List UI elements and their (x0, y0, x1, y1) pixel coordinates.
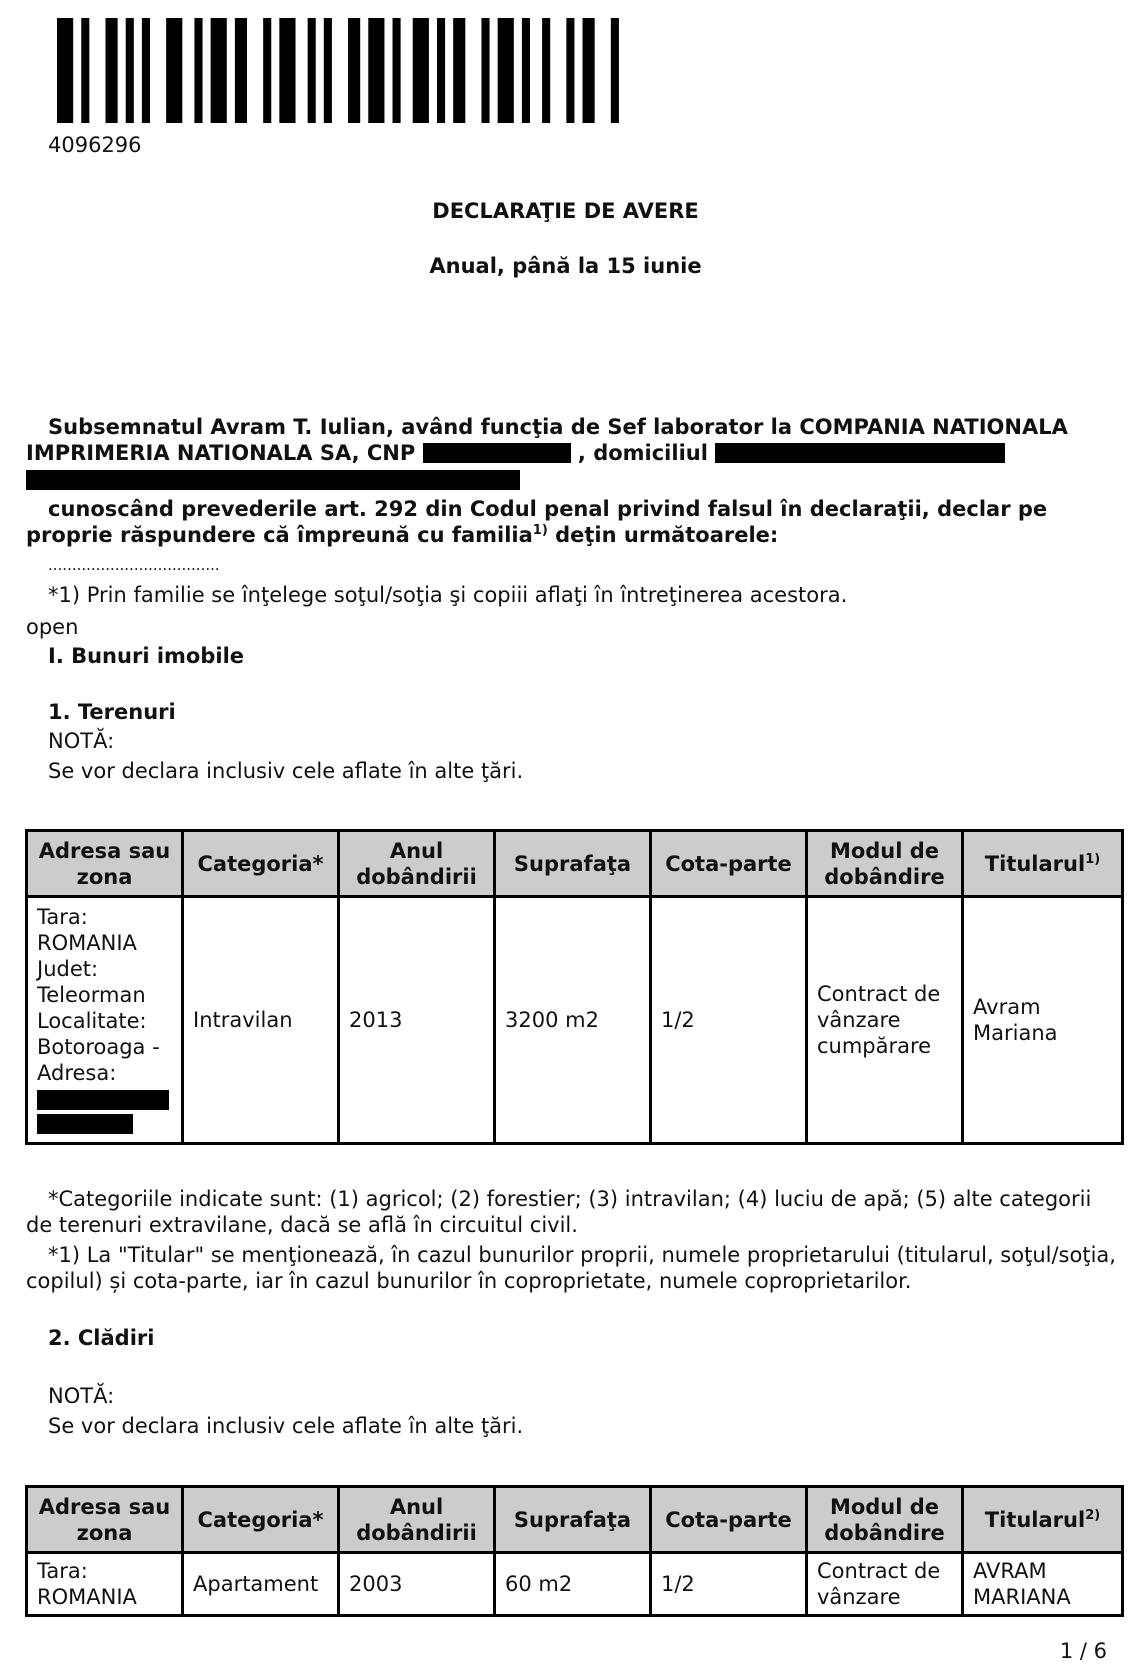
col-suprafata: Suprafaţa (495, 831, 651, 897)
terenuri-table (25, 829, 1124, 1145)
intro-dots: .................................... (48, 556, 220, 574)
document-title: DECLARAŢIE DE AVERE (432, 199, 699, 223)
barcode-bar (211, 18, 227, 123)
table-row (27, 1553, 1123, 1616)
col-anul: Anul dobândirii (339, 831, 495, 897)
cell-suprafata: 60 m2 (495, 1553, 651, 1616)
barcode-bar (348, 18, 360, 123)
cell-titular: Avram Mariana (963, 897, 1123, 1144)
intro-part4: deţin următoarele: (555, 523, 779, 547)
barcode-bar (81, 18, 89, 123)
col-anul: Anul dobândirii (339, 1487, 495, 1553)
cell-adresa (27, 897, 183, 1144)
nota-text: Se vor declara inclusiv cele aflate în alte ţări. (48, 759, 524, 783)
adresa-line: Localitate: (37, 1009, 147, 1033)
col-adresa: Adresa sau zona (27, 831, 183, 897)
barcode-bar (263, 18, 271, 123)
barcode-bar (542, 18, 550, 123)
col-cota: Cota-parte (651, 1487, 807, 1553)
table-row (27, 897, 1123, 1144)
barcode-bar (413, 18, 429, 123)
barcode-bar (142, 18, 150, 123)
barcode-bar (437, 18, 445, 123)
barcode-bar (126, 18, 134, 123)
redacted-cnp (423, 443, 571, 463)
barcode-bar (194, 18, 202, 123)
barcode-number: 4096296 (48, 133, 142, 157)
redacted-land-address-2 (37, 1114, 133, 1134)
cell-adresa (27, 1553, 183, 1616)
cell-anul: 2013 (339, 897, 495, 1144)
cell-cota: 1/2 (651, 1553, 807, 1616)
cell-categoria: Intravilan (183, 897, 339, 1144)
table-header-row (27, 831, 1123, 897)
adresa-line: Botoroaga - (37, 1035, 160, 1059)
cell-titular (963, 1553, 1123, 1616)
footnote-titular: *1) La "Titular" se menţionează, în cazul bunurilor proprii, numele proprietarului (titularul, soţul/soţia, copilul) și cota-parte, iar în cazul bunurilor în coproprietate, numele coproprietarilor. (26, 1243, 1116, 1293)
barcode-bar (235, 18, 247, 123)
col-titular-sup: 1) (1085, 851, 1101, 867)
barcode-bar (583, 18, 595, 123)
intro-sup: 1) (532, 523, 548, 538)
nota-text-2: Se vor declara inclusiv cele aflate în alte ţări. (48, 1414, 524, 1438)
barcode-bar (566, 18, 574, 123)
adresa-line: Judet: (37, 957, 99, 981)
redacted-land-address (37, 1090, 169, 1110)
barcode (57, 18, 627, 123)
col-suprafata: Suprafaţa (495, 1487, 651, 1553)
intro-part2: , domiciliul (577, 441, 708, 465)
barcode-bar (481, 18, 489, 123)
col-modul: Modul de dobândire (807, 831, 963, 897)
col-modul: Modul de dobândire (807, 1487, 963, 1553)
subsection-cladiri: 2. Clădiri (48, 1326, 155, 1350)
barcode-bar (498, 18, 514, 123)
nota-label-2: NOTĂ: (48, 1384, 115, 1408)
adresa-line: ROMANIA (37, 931, 137, 955)
document-subtitle: Anual, până la 15 iunie (429, 254, 702, 278)
intro-declaration (26, 496, 1116, 548)
page-number: 1 / 6 (1059, 1639, 1107, 1663)
open-label: open (26, 615, 79, 639)
adresa-line: Adresa: (37, 1061, 117, 1085)
intro-footnote: *1) Prin familie se înţelege soţul/soţia şi copiii aflaţi în întreţinerea acestora. (48, 583, 848, 607)
intro-statement (26, 414, 1116, 466)
footnote-categorii: *Categoriile indicate sunt: (1) agricol; (2) forestier; (3) intravilan; (4) luciu de apă; (5) alte categorii de terenuri extravilane, dacă se află în circuitul civil. (26, 1187, 1092, 1237)
col-titular (963, 831, 1123, 897)
col-titular-label: Titularul (984, 1507, 1086, 1532)
barcode-bar (57, 18, 73, 123)
col-cota: Cota-parte (651, 831, 807, 897)
barcode-bar (106, 18, 118, 123)
section-heading-bunuri-imobile: I. Bunuri imobile (48, 644, 245, 668)
adresa-line: ROMANIA (37, 1585, 137, 1609)
nota-label: NOTĂ: (48, 729, 115, 753)
adresa-line: Tara: (37, 905, 88, 929)
col-titular (963, 1487, 1123, 1553)
adresa-line: Teleorman (37, 983, 146, 1007)
cell-suprafata: 3200 m2 (495, 897, 651, 1144)
intro-part1: Subsemnatul Avram T. Iulian, având funcţia de Sef laborator la COMPANIA NATIONALA IMPRIMERIA NATIONALA SA, CNP (26, 415, 1068, 465)
cell-cota: 1/2 (651, 897, 807, 1144)
table-header-row (27, 1487, 1123, 1553)
barcode-bar (368, 18, 384, 123)
titular-line: AVRAM (973, 1559, 1047, 1583)
cell-anul: 2003 (339, 1553, 495, 1616)
col-adresa: Adresa sau zona (27, 1487, 183, 1553)
redacted-address-line2 (26, 470, 520, 490)
barcode-bar (166, 18, 182, 123)
barcode-bar (279, 18, 295, 123)
col-categoria: Categoria* (183, 1487, 339, 1553)
modul-line: Contract de (817, 1559, 941, 1583)
col-titular-sup: 2) (1085, 1507, 1101, 1523)
titular-line: MARIANA (973, 1585, 1071, 1609)
modul-line: vânzare (817, 1585, 901, 1609)
cell-modul (807, 1553, 963, 1616)
adresa-line: Tara: (37, 1559, 88, 1583)
intro-part3: cunoscând prevederile art. 292 din Codul penal privind falsul în declaraţii, declar pe proprie răspundere că împreună cu familia (26, 497, 1048, 547)
col-titular-label: Titularul (984, 851, 1086, 876)
barcode-bar (308, 18, 316, 123)
cell-categoria: Apartament (183, 1553, 339, 1616)
barcode-bar (324, 18, 332, 123)
barcode-bar (393, 18, 401, 123)
barcode-bar (522, 18, 530, 123)
subsection-terenuri: 1. Terenuri (48, 700, 176, 724)
barcode-bar (611, 18, 619, 123)
cell-modul: Contract de vânzare cumpărare (807, 897, 963, 1144)
col-categoria: Categoria* (183, 831, 339, 897)
cladiri-table (25, 1485, 1124, 1617)
barcode-bar (453, 18, 465, 123)
redacted-address (715, 443, 1005, 463)
